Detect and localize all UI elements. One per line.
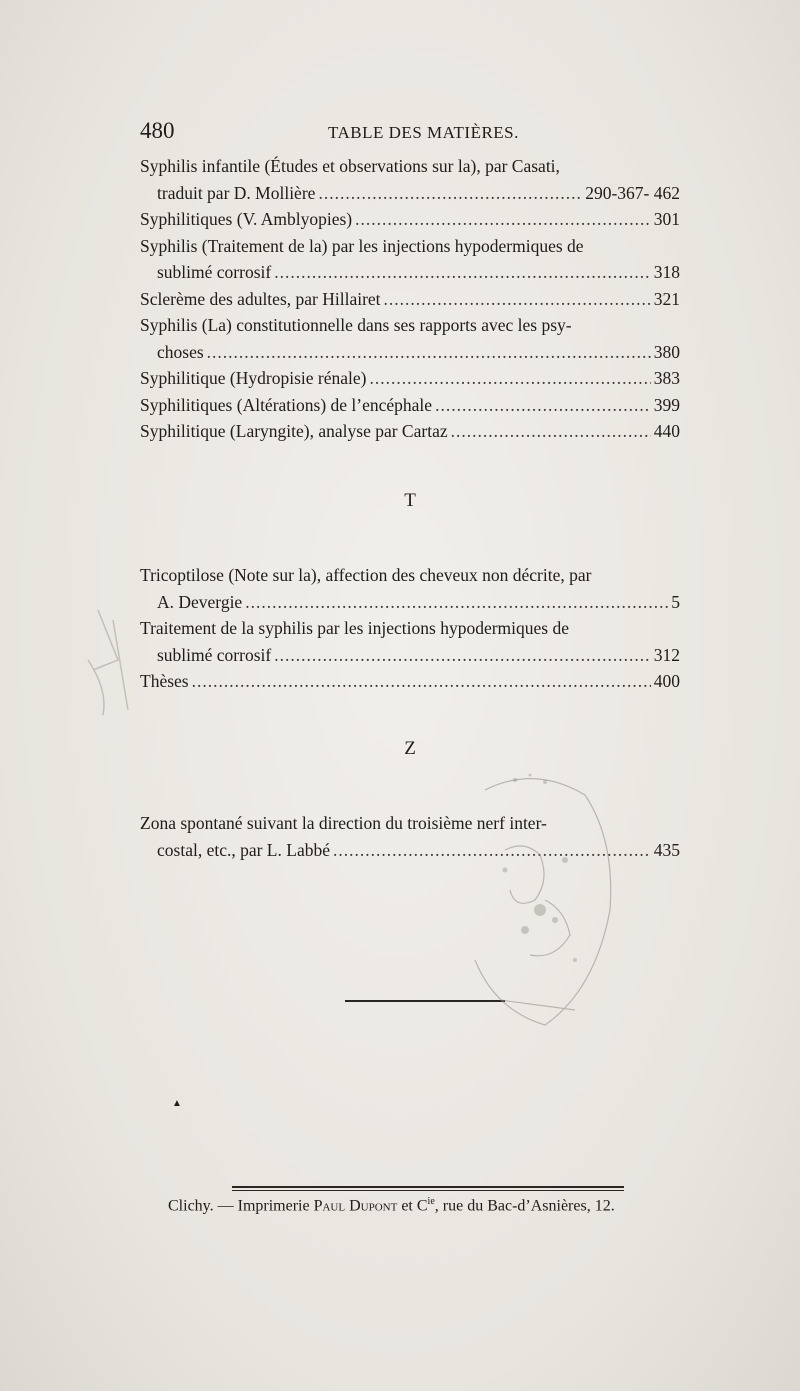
dot-leader <box>274 259 651 286</box>
entry-title-line <box>140 180 680 207</box>
entry-title: choses <box>157 341 204 362</box>
entry-title-line <box>140 392 680 419</box>
colophon-printer-suffix: et C <box>401 1197 428 1215</box>
dot-leader <box>435 392 651 419</box>
entry-title: Syphilitiques (V. Amblyopies) <box>140 209 353 229</box>
entry-title: traduit par D. Mollière <box>157 182 316 203</box>
index-section-t <box>140 562 680 695</box>
dot-leader <box>451 418 651 445</box>
dot-leader <box>384 286 651 313</box>
entry-title-line <box>140 589 680 616</box>
dot-leader <box>207 339 651 366</box>
entry-page-number: 400 <box>653 671 680 691</box>
entry-title: Syphilitique (Hydropisie rénale) <box>140 368 367 388</box>
entry-title-line <box>140 418 680 445</box>
index-section-s <box>140 153 680 445</box>
entry-page-number: 435 <box>653 839 680 860</box>
dot-leader <box>245 589 668 616</box>
dot-leader <box>318 180 582 207</box>
entry-title-line <box>140 642 680 669</box>
section-letter-t: T <box>404 490 416 511</box>
entry-page-number: 301 <box>653 209 680 229</box>
colophon-rule-top <box>232 1186 624 1188</box>
colophon-printer-sup: ie <box>427 1196 435 1207</box>
entry-title-line <box>140 286 680 313</box>
index-entry <box>140 668 680 695</box>
colophon-rule-bottom <box>232 1190 624 1191</box>
index-entry <box>140 312 680 365</box>
entry-title: costal, etc., par L. Labbé <box>157 839 330 860</box>
entry-title-line <box>140 206 680 233</box>
colophon-city: Clichy. — <box>168 1197 234 1215</box>
margin-pencil-mark-icon <box>78 600 138 720</box>
ink-dot-icon: ▲ <box>172 1098 182 1109</box>
index-entry <box>140 615 680 668</box>
entry-title-line <box>140 668 680 695</box>
printer-colophon <box>168 1196 688 1215</box>
index-entry <box>140 153 680 206</box>
entry-first-line: Traitement de la syphilis par les injections hypodermiques de <box>140 618 569 638</box>
entry-page-number: 290-367- 462 <box>585 182 680 203</box>
dot-leader <box>192 668 651 695</box>
index-entry <box>140 286 680 313</box>
colophon-address: , rue du Bac-d’Asnières, 12. <box>434 1197 615 1215</box>
entry-title: Thèses <box>140 671 189 691</box>
index-entry <box>140 562 680 615</box>
library-stamp-icon <box>445 760 625 1040</box>
entry-title: sublimé corrosif <box>157 262 272 282</box>
entry-first-line: Tricoptilose (Note sur la), affection des cheveux non décrite, par <box>140 565 592 585</box>
entry-first-line: Syphilis infantile (Études et observations sur la), par Casati, <box>140 156 560 176</box>
entry-title-line <box>140 259 680 286</box>
entry-title-line <box>140 339 680 366</box>
entry-page-number: 321 <box>653 288 680 309</box>
entry-first-line: Syphilis (Traitement de la) par les injections hypodermiques de <box>140 235 584 256</box>
index-entry <box>140 418 680 445</box>
entry-page-number: 5 <box>671 591 680 612</box>
page-number: 480 <box>140 118 175 143</box>
entry-title: Sclerème des adultes, par Hillairet <box>140 288 381 309</box>
entry-page-number: 380 <box>653 341 680 362</box>
entry-page-number: 440 <box>653 421 680 441</box>
page-header <box>140 118 680 148</box>
entry-title: A. Devergie <box>157 591 243 612</box>
dot-leader <box>274 642 651 669</box>
dot-leader <box>355 206 651 233</box>
section-letter-z: Z <box>404 738 416 759</box>
entry-first-line: Syphilis (La) constitutionnelle dans ses rapports avec les psy- <box>140 315 572 335</box>
entry-page-number: 318 <box>653 262 680 282</box>
entry-first-line: Zona spontané suivant la direction du troisième nerf inter- <box>140 813 547 833</box>
index-entry <box>140 206 680 233</box>
entry-page-number: 312 <box>653 644 680 665</box>
colophon-printer-prefix: Imprimerie <box>237 1197 310 1215</box>
entry-title: Syphilitique (Laryngite), analyse par Cartaz <box>140 421 448 441</box>
entry-title: Syphilitiques (Altérations) de l’encéphale <box>140 394 433 415</box>
dot-leader <box>369 365 650 392</box>
entry-page-number: 399 <box>653 394 680 415</box>
index-entry <box>140 365 680 392</box>
entry-page-number: 383 <box>653 368 680 388</box>
entry-title-line <box>140 365 680 392</box>
index-entry <box>140 233 680 286</box>
colophon-printer-name: Paul Dupont <box>313 1197 398 1215</box>
running-title: TABLE DES MATIÈRES. <box>328 123 519 142</box>
entry-title: sublimé corrosif <box>157 644 272 665</box>
index-entry <box>140 392 680 419</box>
